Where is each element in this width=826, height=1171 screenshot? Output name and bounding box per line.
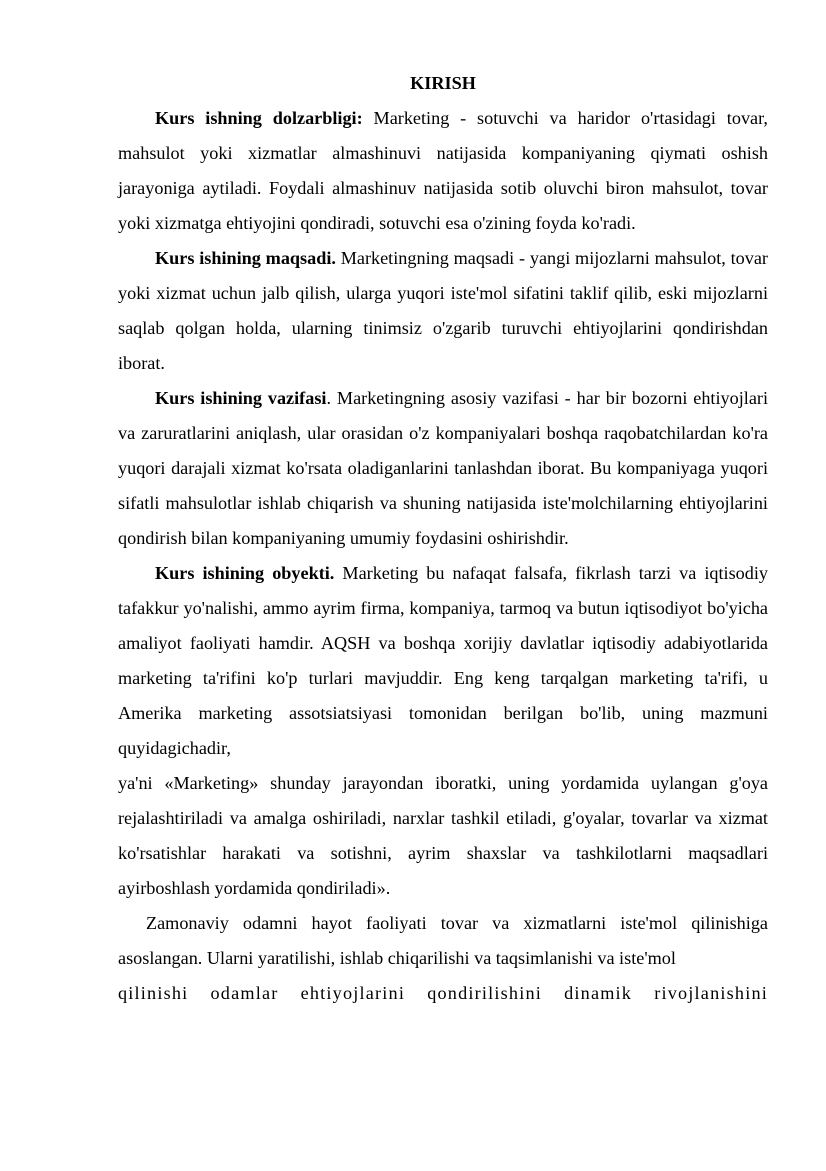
paragraph-continuation: qilinishi odamlar ehtiyojlarini qondirilishini dinamik rivojlanishini: [118, 983, 768, 1003]
paragraph-lead: Kurs ishining obyekti.: [155, 563, 335, 583]
paragraph-goal: [118, 241, 768, 381]
paragraph-text: Marketing - sotuvchi va haridor o'rtasidagi tovar, mahsulot yoki xizmatlar almashinuvi natijasida kompaniyaning qiymati oshish jarayoniga aytiladi. Foydali almashinuv natijasida sotib oluvchi biron mahsulot, tovar yoki xizmatga ehtiyojini qondiradi, sotuvchi esa o'zining foyda ko'radi.: [118, 108, 768, 233]
paragraph-text: Marketingning maqsadi - yangi mijozlarni mahsulot, tovar yoki xizmat uchun jalb qilish, ularga yuqori iste'mol sifatini taklif qilib, eski mijozlarni saqlab qolgan holda, ularning tinimsiz o'zgarib turuvchi ehtiyojlarini qondirishdan iborat.: [118, 248, 768, 373]
document-page: [118, 66, 768, 1011]
paragraph-modern-life: Zamonaviy odamni hayot faoliyati tovar va xizmatlarni iste'mol qilinishiga asoslangan. Ularni yaratilishi, ishlab chiqarilishi va taqsimlanishi va iste'mol: [118, 913, 768, 968]
paragraph-task: [118, 381, 768, 556]
paragraph-text: . Marketingning asosiy vazifasi - har bir bozorni ehtiyojlari va zaruratlarini aniqlash, ular orasidan o'z kompaniyalari boshqa raqobatchilardan ko'ra yuqori darajali xizmat ko'rsata oladiganlarini tanlashdan iborat. Bu kompaniyaga yuqori sifatli mahsulotlar ishlab chiqarish va shuning natijasida iste'molchilarning ehtiyojlarini qondirish bilan kompaniyaning umumiy foydasini oshirishdir.: [118, 388, 769, 548]
paragraph-text: Marketing bu nafaqat falsafa, fikrlash tarzi va iqtisodiy tafakkur yo'nalishi, ammo ayrim firma, kompaniya, tarmoq va butun iqtisodiyot bo'yicha amaliyot faoliyati hamdir. AQSH va boshqa xorijiy davlatlar iqtisodiy adabiyotlarida marketing ta'rifini ko'p turlari mavjuddir. Eng keng tarqalgan marketing ta'rifi, u Amerika marketing assotsiatsiyasi tomonidan berilgan bo'lib, uning mazmuni quyidagichadir,: [118, 563, 768, 758]
paragraph-lead: Kurs ishining vazifasi: [155, 388, 327, 408]
page-title: KIRISH: [410, 73, 476, 93]
paragraph-object: [118, 556, 768, 766]
paragraph-definition: ya'ni «Marketing» shunday jarayondan iboratki, uning yordamida uylangan g'oya rejalashtiriladi va amalga oshiriladi, narxlar tashkil etiladi, g'oyalar, tovarlar va xizmat ko'rsatishlar harakati va sotishni, ayrim shaxslar va tashkilotlarni maqsadlari ayirboshlash yordamida qondiriladi».: [118, 773, 768, 898]
paragraph-lead: Kurs ishining maqsadi.: [155, 248, 336, 268]
paragraph-relevance: [118, 101, 768, 241]
paragraph-lead: Kurs ishning dolzarbligi:: [155, 108, 363, 128]
